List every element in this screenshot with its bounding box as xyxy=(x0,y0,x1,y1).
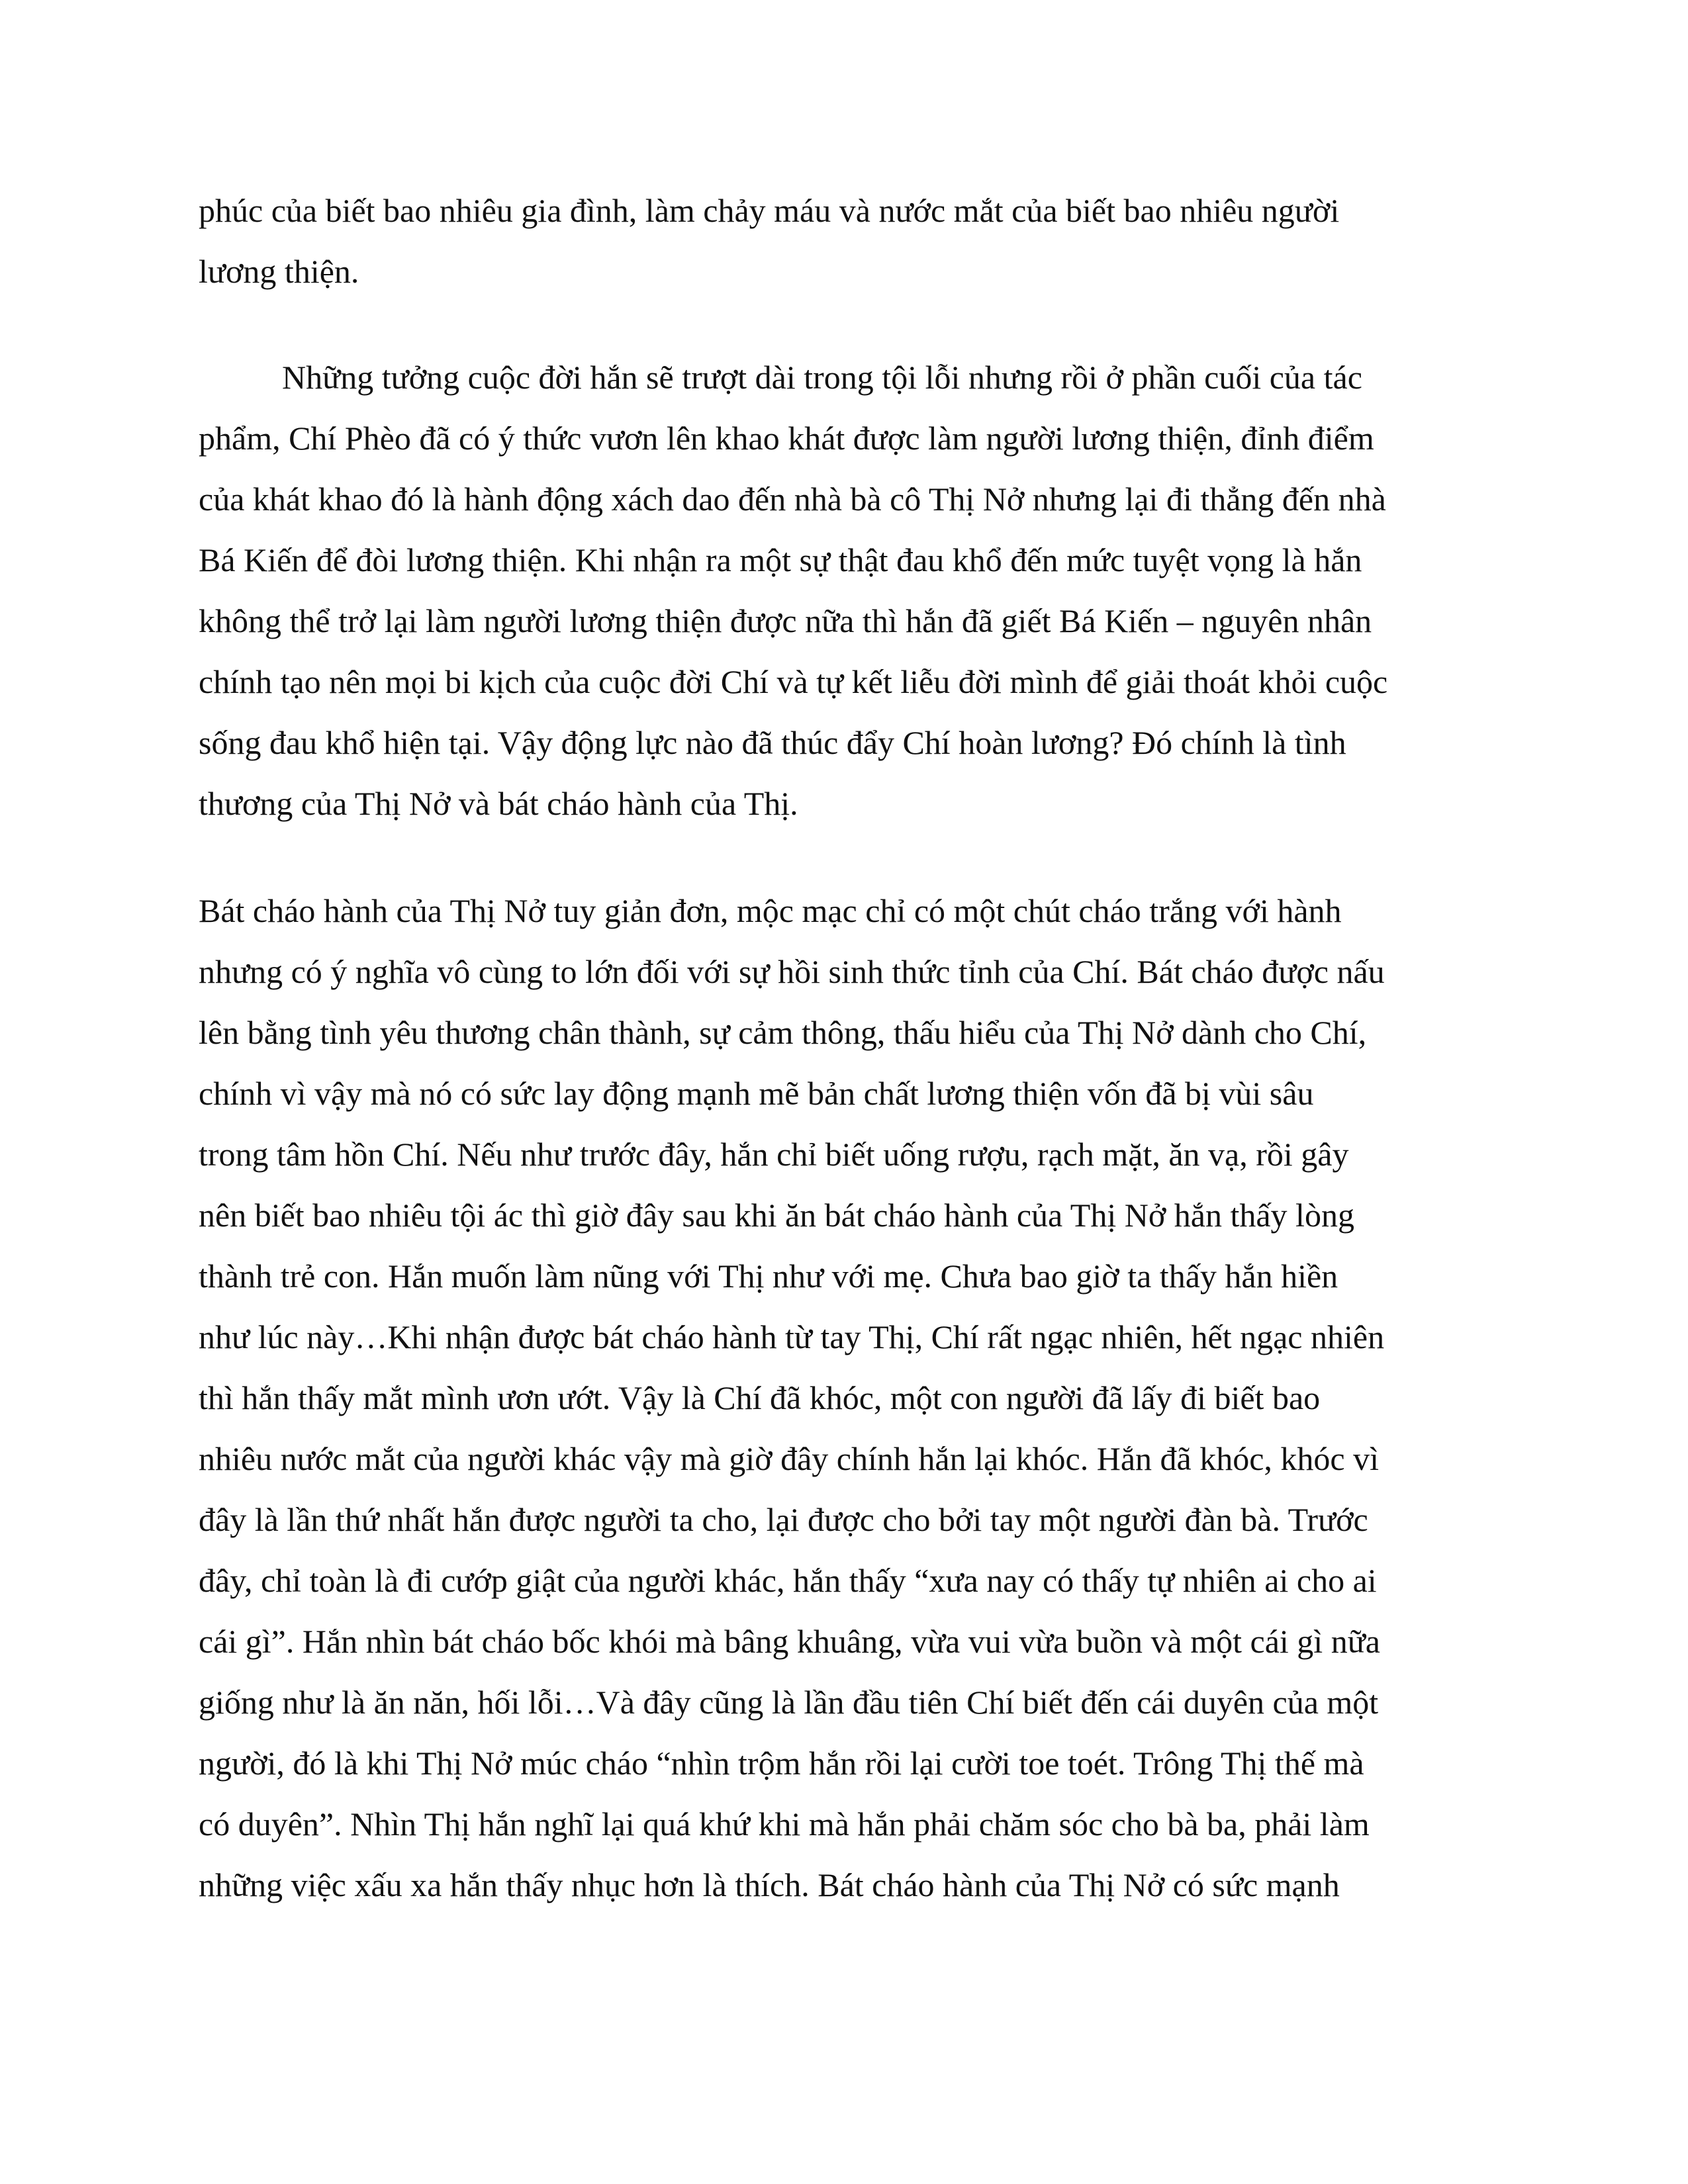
paragraph-first-line: Những tưởng cuộc đời hắn sẽ trượt dài trong tội lỗi nhưng rồi ở phần cuối của tác xyxy=(282,359,1362,396)
text-line: thì hắn thấy mắt mình ươn ướt. Vậy là Chí đã khóc, một con người đã lấy đi biết bao xyxy=(199,1379,1321,1416)
text-line: lên bằng tình yêu thương chân thành, sự cảm thông, thấu hiểu của Thị Nở dành cho Chí, xyxy=(199,1014,1367,1051)
text-line: phẩm, Chí Phèo đã có ý thức vươn lên khao khát được làm người lương thiện, đỉnh điểm xyxy=(199,420,1374,457)
text-line: giống như là ăn năn, hối lỗi…Và đây cũng là lần đầu tiên Chí biết đến cái duyên của một xyxy=(199,1684,1379,1721)
text-line: có duyên”. Nhìn Thị hắn nghĩ lại quá khứ khi mà hắn phải chăm sóc cho bà ba, phải làm xyxy=(199,1805,1370,1843)
text-line: nhưng có ý nghĩa vô cùng to lớn đối với sự hồi sinh thức tỉnh của Chí. Bát cháo được nấu xyxy=(199,953,1385,990)
paragraph-first-line: Bát cháo hành của Thị Nở tuy giản đơn, mộc mạc chỉ có một chút cháo trắng với hành xyxy=(199,892,1342,929)
text-line: của khát khao đó là hành động xách dao đến nhà bà cô Thị Nở nhưng lại đi thẳng đến nhà xyxy=(199,480,1386,518)
text-line: phúc của biết bao nhiêu gia đình, làm chảy máu và nước mắt của biết bao nhiêu người xyxy=(199,192,1340,229)
text-line: đây là lần thứ nhất hắn được người ta cho, lại được cho bởi tay một người đàn bà. Trước xyxy=(199,1501,1368,1538)
text-line: lương thiện. xyxy=(199,253,359,290)
text-line: như lúc này…Khi nhận được bát cháo hành từ tay Thị, Chí rất ngạc nhiên, hết ngạc nhiên xyxy=(199,1318,1385,1355)
text-line: đây, chỉ toàn là đi cướp giật của người khác, hắn thấy “xưa nay có thấy tự nhiên ai cho ai xyxy=(199,1562,1377,1599)
text-line: nhiêu nước mắt của người khác vậy mà giờ đây chính hắn lại khóc. Hắn đã khóc, khóc vì xyxy=(199,1440,1380,1477)
text-line: thương của Thị Nở và bát cháo hành của Thị. xyxy=(199,785,798,822)
text-line: sống đau khổ hiện tại. Vậy động lực nào đã thúc đẩy Chí hoàn lương? Đó chính là tình xyxy=(199,724,1346,761)
text-line: chính tạo nên mọi bi kịch của cuộc đời Chí và tự kết liễu đời mình để giải thoát khỏi cuộc xyxy=(199,663,1388,700)
text-line: trong tâm hồn Chí. Nếu như trước đây, hắn chỉ biết uống rượu, rạch mặt, ăn vạ, rồi gây xyxy=(199,1136,1349,1173)
text-line: người, đó là khi Thị Nở múc cháo “nhìn trộm hắn rồi lại cười toe toét. Trông Thị thế mà xyxy=(199,1745,1364,1782)
text-line: cái gì”. Hắn nhìn bát cháo bốc khói mà bâng khuâng, vừa vui vừa buồn và một cái gì nữa xyxy=(199,1623,1380,1660)
text-line: những việc xấu xa hắn thấy nhục hơn là thích. Bát cháo hành của Thị Nở có sức mạnh xyxy=(199,1866,1340,1903)
text-line: thành trẻ con. Hắn muốn làm nũng với Thị như với mẹ. Chưa bao giờ ta thấy hắn hiền xyxy=(199,1257,1338,1295)
text-line: chính vì vậy mà nó có sức lay động mạnh mẽ bản chất lương thiện vốn đã bị vùi sâu xyxy=(199,1075,1314,1112)
text-line: nên biết bao nhiêu tội ác thì giờ đây sau khi ăn bát cháo hành của Thị Nở hắn thấy lòng xyxy=(199,1197,1354,1234)
text-line: không thể trở lại làm người lương thiện được nữa thì hắn đã giết Bá Kiến – nguyên nhân xyxy=(199,602,1372,639)
text-line: Bá Kiến để đòi lương thiện. Khi nhận ra một sự thật đau khổ đến mức tuyệt vọng là hắn xyxy=(199,541,1362,578)
